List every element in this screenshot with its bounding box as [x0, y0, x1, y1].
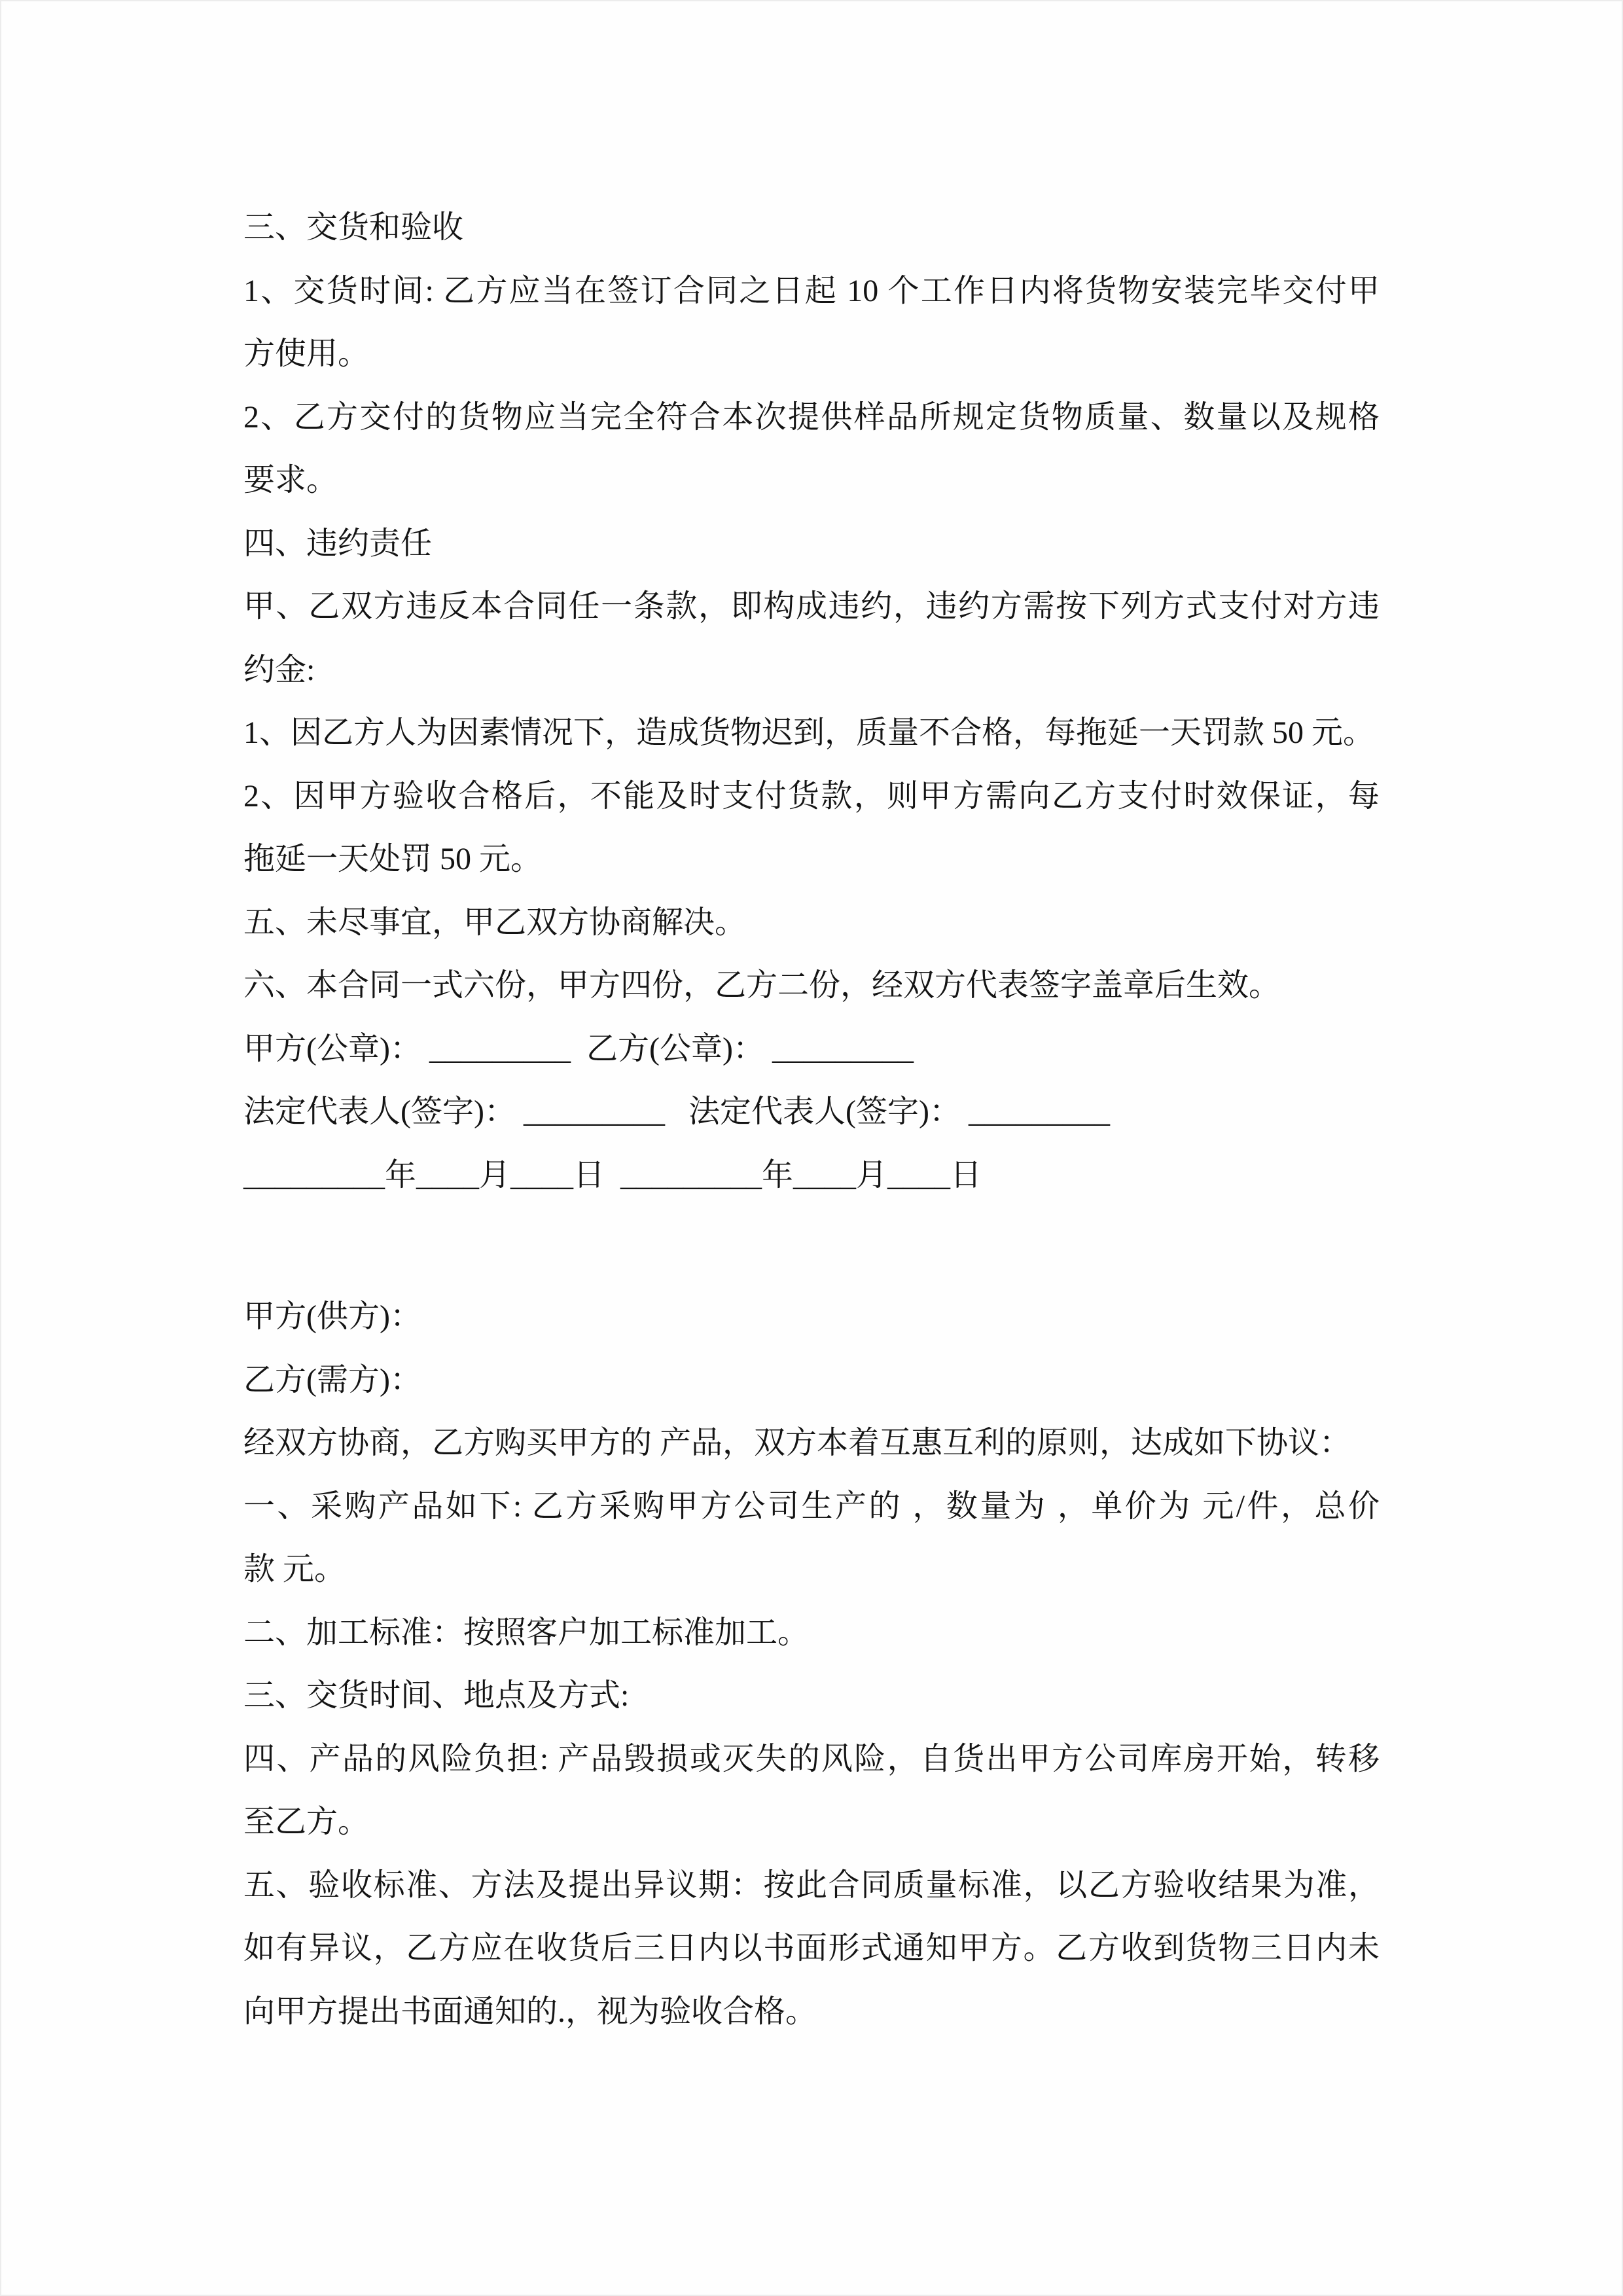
contract-text-line: 经双方协商，乙方购买甲方的 产品，双方本着互惠互利的原则，达成如下协议： [243, 1426, 1351, 1460]
contract-text-line: 至乙方。 [243, 1804, 370, 1839]
contract-text-line: 六、本合同一式六份，甲方四份，乙方二份，经双方代表签字盖章后生效。 [243, 968, 1281, 1003]
contract-text-line: 五、未尽事宜，甲乙双方协商解决。 [243, 905, 747, 940]
date-blank-line: _________年____月____日 _________年____月____日 [243, 1157, 982, 1193]
contract-text-line: 甲、乙双方违反本合同任一条款，即构成违约，违约方需按下列方式支付对方违 [243, 589, 1380, 624]
party-a-label-line: 甲方(供方)： [243, 1299, 421, 1334]
contract-text-line: 款 元。 [243, 1552, 346, 1587]
contract-text-line: 2、因甲方验收合格后，不能及时支付货款，则甲方需向乙方支付时效保证，每 [243, 778, 1380, 814]
stamp-signature-line: 甲方(公章)： _________ 乙方(公章)： _________ [243, 1031, 914, 1066]
contract-text-line: 约金: [243, 652, 315, 687]
contract-text-line: 四、产品的风险负担: 产品毁损或灭失的风险，自货出甲方公司库房开始，转移 [243, 1741, 1380, 1776]
contract-text-line: 如有异议，乙方应在收货后三日内以书面形式通知甲方。乙方收到货物三日内未 [243, 1931, 1380, 1965]
contract-body [243, 196, 1380, 2043]
party-b-label-line: 乙方(需方)： [243, 1362, 421, 1397]
contract-text-line: 一、采购产品如下: 乙方采购甲方公司生产的 ，数量为 ，单价为 元/件，总价 [243, 1488, 1380, 1524]
section-heading-line: 四、违约责任 [243, 526, 433, 561]
legal-rep-signature-line: 法定代表人(签字)： _________ 法定代表人(签字)： _________ [243, 1094, 1110, 1129]
paragraph-gap [243, 1207, 1380, 1285]
contract-text-line: 要求。 [243, 463, 338, 497]
contract-text-line: 拖延一天处罚 50 元。 [243, 842, 543, 876]
contract-text-line: 五、验收标准、方法及提出异议期：按此合同质量标准，以乙方验收结果为准， [243, 1867, 1380, 1903]
section-heading-line: 三、交货和验收 [243, 210, 464, 245]
contract-text-line: 1、交货时间: 乙方应当在签订合同之日起 10 个工作日内将货物安装完毕交付甲 [243, 273, 1380, 308]
contract-text-line: 2、乙方交付的货物应当完全符合本次提供样品所规定货物质量、数量以及规格 [243, 399, 1380, 435]
contract-text-line: 1、因乙方人为因素情况下，造成货物迟到，质量不合格，每拖延一天罚款 50 元。 [243, 715, 1375, 750]
contract-text-line: 三、交货时间、地点及方式: [243, 1678, 630, 1713]
contract-text-line: 二、加工标准：按照客户加工标准加工。 [243, 1615, 810, 1650]
contract-text-line: 方使用。 [243, 336, 370, 371]
contract-text-line: 向甲方提出书面通知的.，视为验收合格。 [243, 1994, 817, 2029]
